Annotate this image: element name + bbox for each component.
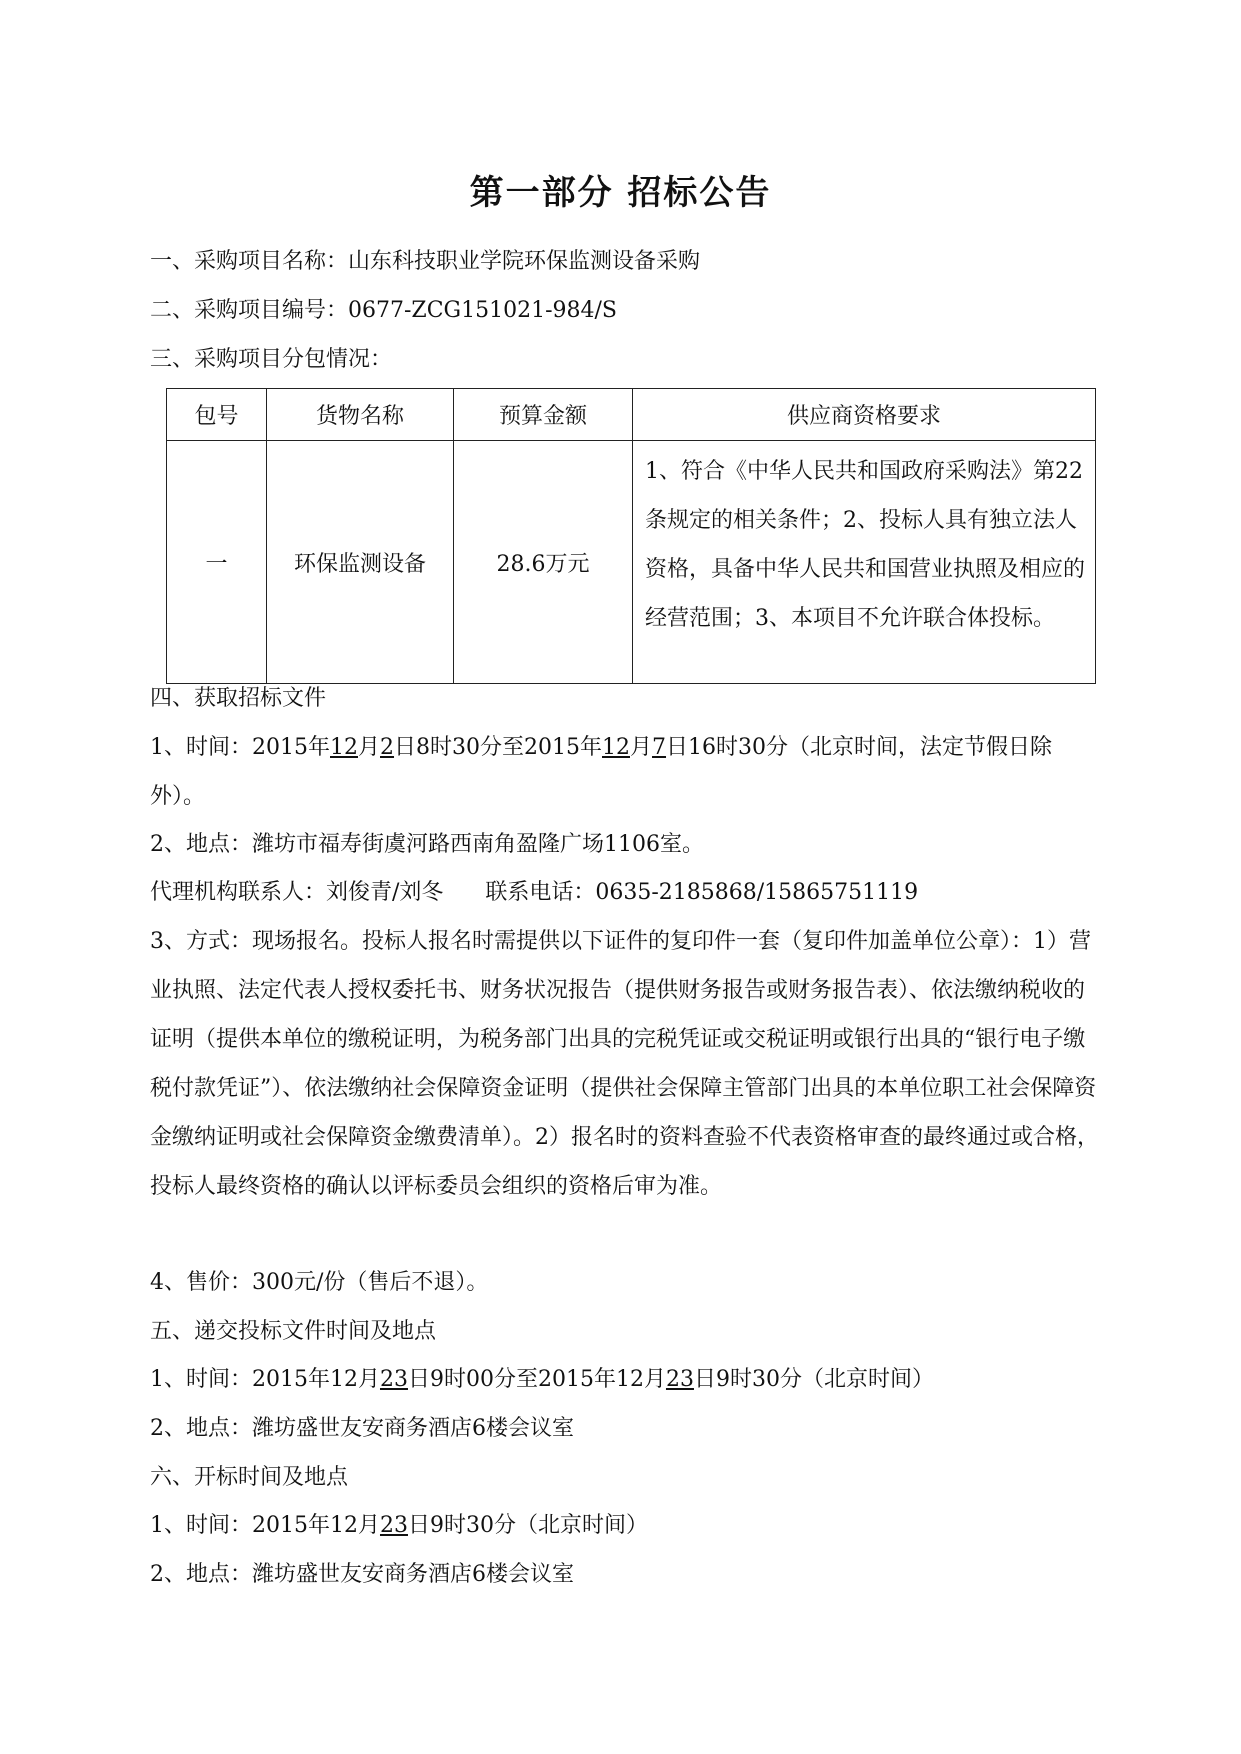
goods-name-cell: 环保监测设备 <box>267 441 454 684</box>
table-header: 货物名称 <box>267 389 454 441</box>
section-5-time: 1、时间：2015年12月23日9时00分至2015年12月23日9时30分（北京时间） <box>150 1367 934 1392</box>
section-4-location: 2、地点：潍坊市福寿街虞河路西南角盈隆广场1106室。 <box>150 832 704 857</box>
table-header: 预算金额 <box>454 389 633 441</box>
project-number: 二、采购项目编号：0677-ZCG151021-984/S <box>150 298 618 323</box>
package-table <box>166 388 1096 684</box>
section-6-time: 1、时间：2015年12月23日9时30分（北京时间） <box>150 1513 648 1538</box>
section-4-time: 1、时间：2015年12月2日8时30分至2015年12月7日16时30分（北京时间，法定节假日除外）。 <box>150 735 1053 809</box>
section-6-heading: 六、开标时间及地点 <box>150 1465 349 1490</box>
section-4-method: 3、方式：现场报名。投标人报名时需提供以下证件的复印件一套（复印件加盖单位公章）：1）营业执照、法定代表人授权委托书、财务状况报告（提供财务报告或财务报告表）、依法缴纳税收的证明（提供本单位的缴税证明，为税务部门出具的完税凭证或交税证明或银行出具的“银行电子缴税付款凭证”）、依法缴纳社会保障资金证明（提供社会保障主管部门出具的本单位职工社会保障资金缴纳证明或社会保障资金缴费清单）。2）报名时的资料查验不代表资格审查的最终通过或合格，投标人最终资格的确认以评标委员会组织的资格后审为准。 <box>150 929 1100 1199</box>
section-5-heading: 五、递交投标文件时间及地点 <box>150 1319 437 1344</box>
table-header-row <box>167 389 1096 441</box>
table-header: 供应商资格要求 <box>633 389 1096 441</box>
table-row <box>167 441 1096 684</box>
page-title: 第一部分 招标公告 <box>469 173 772 213</box>
package-heading: 三、采购项目分包情况： <box>150 347 393 372</box>
section-4-price: 4、售价：300元/份（售后不退）。 <box>150 1270 489 1295</box>
agent-contact: 代理机构联系人：刘俊青/刘冬 联系电话：0635-2185868/15865751119 <box>150 880 919 905</box>
package-no-cell: 一 <box>167 441 267 684</box>
budget-cell: 28.6万元 <box>454 441 633 684</box>
table-header: 包号 <box>167 389 267 441</box>
section-6-location: 2、地点：潍坊盛世友安商务酒店6楼会议室 <box>150 1562 574 1587</box>
project-name: 一、采购项目名称：山东科技职业学院环保监测设备采购 <box>150 249 701 274</box>
section-5-location: 2、地点：潍坊盛世友安商务酒店6楼会议室 <box>150 1416 574 1441</box>
section-4-heading: 四、获取招标文件 <box>150 686 327 711</box>
requirements-cell: 1、符合《中华人民共和国政府采购法》第22条规定的相关条件；2、投标人具有独立法人资格，具备中华人民共和国营业执照及相应的经营范围；3、本项目不允许联合体投标。 <box>633 441 1096 684</box>
